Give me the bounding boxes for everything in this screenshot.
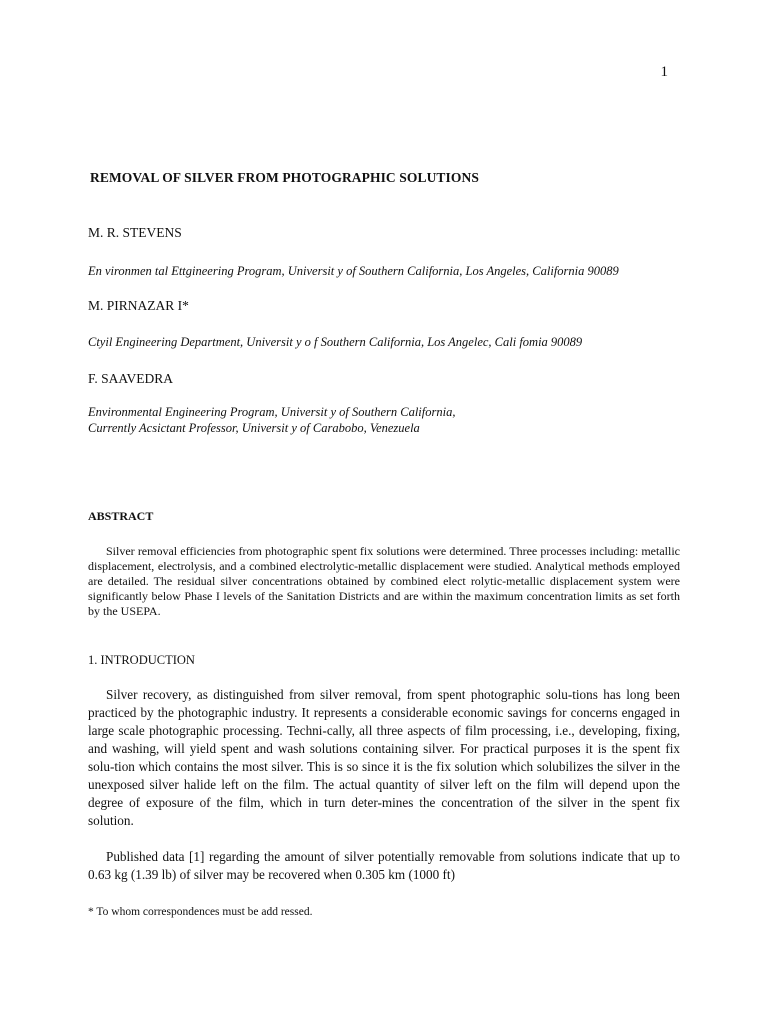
- affiliation-line: Currently Acsictant Professor, Universit y of Carabobo, Venezuela: [88, 421, 420, 435]
- abstract-body: Silver removal efficiencies from photographic spent fix solutions were determined. Three processes including: metallic displacement, electrolysis, and a combined electrolytic-metallic displacement were studied. Analytical methods employed are detailed. The residual silver concentrations obtained by combined elect rolytic-metallic displacement system were significantly below Phase I levels of the Sanitation Districts and are within the maximum concentration limits as set forth by the USEPA.: [88, 544, 680, 618]
- author-name-pirnazari: M. PIRNAZAR I*: [88, 298, 189, 313]
- affiliation-line: En vironmen tal Ettgineering Program, Universit y of Southern California, Los Angeles, California 90089: [88, 264, 619, 278]
- footnote: * To whom correspondences must be add ressed.: [88, 906, 313, 918]
- author-name-saavedra: F. SAAVEDRA: [88, 371, 173, 386]
- affiliation-line: Ctyil Engineering Department, Universit y o f Southern California, Los Angelec, Cali fomia 90089: [88, 335, 583, 349]
- paper-title: REMOVAL OF SILVER FROM PHOTOGRAPHIC SOLUTIONS: [90, 170, 479, 185]
- affiliation-line: Environmental Engineering Program, Universit y of Southern California,: [88, 405, 456, 419]
- introduction-paragraph: Published data [1] regarding the amount of silver potentially removable from solutions indicate that up to 0.63 kg (1.39 lb) of silver may be recovered when 0.305 km (1000 ft): [88, 849, 680, 882]
- page-number: 1: [660, 64, 668, 80]
- introduction-paragraph: Silver recovery, as distinguished from silver removal, from spent photographic solu-tions has long been practiced by the photographic industry. It represents a considerable economic savings for concerns engaged in large scale photographic processing. Techni-cally, all three aspects of film processing, i.e., developing, fixing, and washing, will yield spent and wash solutions containing silver. For practical purposes it is the spent fix solu-tion which contains the most silver. This is so since it is the fix solution which solubilizes the silver in the unexposed silver halide left on the film. The actual quantity of silver left on the film will depend upon the degree of exposure of the film, which in turn deter-mines the concentration of the silver in the spent fix solution.: [88, 687, 680, 828]
- author-affiliation-pirnazari: [88, 334, 582, 350]
- author-name-stevens: M. R. STEVENS: [88, 225, 182, 240]
- author-affiliation-stevens: [88, 263, 619, 279]
- author-affiliation-saavedra: [88, 404, 455, 436]
- abstract-heading: ABSTRACT: [88, 509, 154, 523]
- section-heading-introduction: 1. INTRODUCTION: [88, 653, 195, 667]
